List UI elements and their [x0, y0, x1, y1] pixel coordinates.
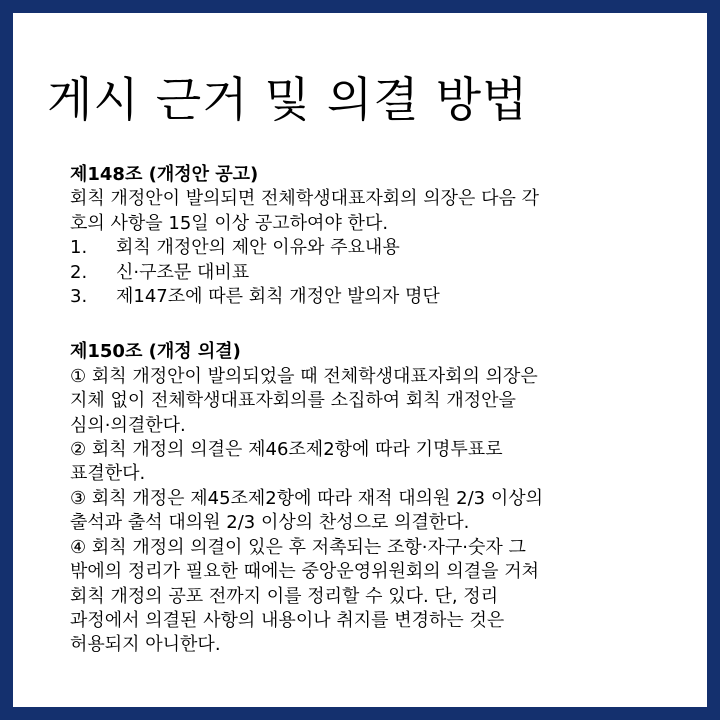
article-148-body-line: 회칙 개정안이 발의되면 전체학생대표자회의 의장은 다음 각 — [70, 188, 540, 210]
list-item — [70, 261, 670, 285]
article-150-line: 허용되지 아니한다. — [70, 634, 221, 656]
list-item — [70, 236, 670, 260]
article-150-line: ① 회칙 개정안이 발의되었을 때 전체학생대표자회의 의장은 — [70, 365, 538, 387]
article-150-line: 회칙 개정의 공포 전까지 이를 정리할 수 있다. 단, 정리 — [70, 585, 499, 607]
article-150-line: 출석과 출석 대의원 2/3 이상의 찬성으로 의결한다. — [70, 512, 470, 534]
list-item-number: 2. — [70, 261, 88, 283]
page-title: 게시 근거 및 의결 방법 — [47, 73, 529, 128]
article-150-line: 표결한다. — [70, 463, 146, 485]
list-item-text: 신·구조문 대비표 — [116, 261, 250, 283]
list-item — [70, 285, 670, 309]
article-148-body-line: 호의 사항을 15일 이상 공고하여야 한다. — [70, 212, 389, 234]
document-body — [70, 163, 670, 658]
article-150-line: ④ 회칙 개정의 의결이 있은 후 저촉되는 조항·자구·숫자 그 — [70, 536, 526, 558]
list-item-text: 회칙 개정안의 제안 이유와 주요내용 — [116, 237, 400, 259]
article-148-heading: 제148조 (개정안 공고) — [70, 164, 259, 185]
article-148 — [70, 163, 670, 309]
list-item-text: 제147조에 따른 회칙 개정안 발의자 명단 — [116, 286, 440, 308]
article-150 — [70, 340, 670, 657]
article-150-heading: 제150조 (개정 의결) — [70, 341, 241, 363]
article-150-line: 밖에의 정리가 필요한 때에는 중앙운영위원회의 의결을 거쳐 — [70, 561, 540, 583]
list-item-number: 1. — [70, 237, 88, 259]
article-150-line: 심의·의결한다. — [70, 414, 186, 436]
article-150-line: ② 회칙 개정의 의결은 제46조제2항에 따라 기명투표로 — [70, 439, 503, 461]
article-148-item-list — [70, 236, 670, 309]
article-150-line: ③ 회칙 개정은 제45조제2항에 따라 재적 대의원 2/3 이상의 — [70, 487, 543, 509]
list-item-number: 3. — [70, 286, 88, 308]
article-150-line: 과정에서 의결된 사항의 내용이나 취지를 변경하는 것은 — [70, 609, 505, 631]
article-150-line: 지체 없이 전체학생대표자회의를 소집하여 회칙 개정안을 — [70, 390, 516, 412]
